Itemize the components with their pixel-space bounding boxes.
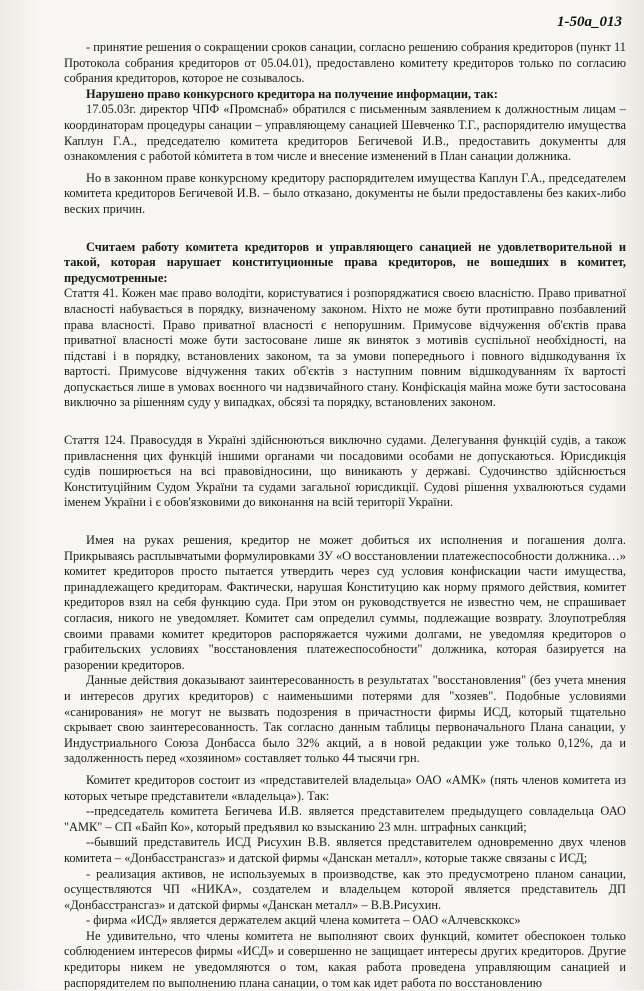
paragraph-creditor-decisions: Имея на руках решения, кредитор не может добиться их исполнения и погашения долга. Прикрываясь расплывчатыми формулировками ЗУ «О восстановлении платежеспособности должника…» комитет кредиторов просто пытается утвердить через суд условия конфискации части имущества, принадлежащего кредиторам. Фактически, нарушая Конституцию как норму прямого действия, комитет кредиторов взял на себя функцию суда. При этом он руководствуется не известно чем, не спрашивает согласия, никого не уведомляет. Комитет сам определил суммы, подлежащие возврату. Злоупотребляя своими правами комитет кредиторов распоряжается чужими долгами, не уведомляя кредиторов о грабительских условиях "восстановления платежеспособности" должника, которая базируется на разорении кредиторов. — [64, 533, 626, 672]
paragraph-interest-evidence: Данные действия доказывают заинтересованность в результатах "восстановления" (без учета мнения и интересов других кредиторов) с наименьшими потерями для "хозяев". Подобные условиями «санирования» не могут не вызвать подозрения в причастности фирмы ИСД, который тщательно скрывает свою заинтересованность. Так согласно данным таблицы первоначального Плана санации, у Индустриального Союза Донбасса было 32% акций, а в новой редакции уже только 0,12%, да и задолженность перед «хозяином» составляет только 44 тысячи грн. — [64, 673, 626, 766]
paragraph-conclusion: Не удивительно, что члены комитета не выполняют своих функций, комитет обеспокоен только соблюдением интересов фирмы «ИСД» и совершенно не защищает интересы других кредиторов. Другие кредиторы никем не уведомляются о том, какая работа проведена управляющим санацией и распорядителем по выполнению плана санации, о том как идет работа по восстановлению — [64, 928, 626, 990]
page-code: 1-50a_013 — [557, 14, 622, 30]
paragraph-reduce-terms: - принятие решения о сокращении сроков санации, согласно решению собрания кредиторов (пункт 11 Протокола собрания кредиторов от 05.04.01), предоставлено комитету кредиторов только по согласию собрания кредиторов, которое не созывалось. — [64, 40, 626, 86]
paragraph-article-41: Стаття 41. Кожен має право володіти, користуватися і розпоряджатися своєю власністю. Право приватної власності набувається в порядку, визначеному законом. Ніхто не може бути протиправно позбавлений права власності. Право приватної власності є непорушним. Примусове відчуження об'єктів права приватної власності може бути застосоване лише як виняток з мотивів суспільної необхідності, на підставі і в порядку, встановлених законом, та за умови попереднього і повного відшкодування їх вартості. Примусове відчуження таких об'єктів з наступним повним відшкодуванням їх вартості допускається лише в умовах воєнного чи надзвичайного стану. Конфіскація майна може бути застосована виключно за рішенням суду у випадках, обсязі та порядку, встановлених законом. — [64, 286, 626, 410]
paragraph-committee-composition: Комитет кредиторов состоит из «представителей владельца» ОАО «АМК» (пять членов комитета из которых четыре представители «владельца»). Так: — [64, 772, 626, 803]
paragraph-refusal: Но в законном праве конкурсному кредитору распорядителем имущества Каплун Г.А., председателем комитета кредиторов Бегичевой И.В. – было отказано, документы не были предоставлены без каких-либо веских причин. — [64, 170, 626, 216]
list-item-risukhin: --бывший представитель ИСД Рисухин В.В. является представителем одновременно двух членов комитета – «Донбасстрансгаз» и датской фирмы «Данскан металл», которые также связаны с ИСД; — [64, 835, 626, 865]
list-item-begicheva: --председатель комитета Бегичева И.В. является представителем предыдущего совладельца ОАО "АМК" – СП «Байп Ко», который предъявил ко взысканию 23 млн. штрафных санкций; — [64, 804, 626, 834]
heading-info-right-violated: Нарушено право конкурсного кредитора на получение информации, так: — [86, 86, 498, 101]
heading-committee-unsatisfactory: Считаем работу комитета кредиторов и управляющего санацией не удовлетворительной и такой, которая нарушает конституционные права кредиторов, не вошедших в комитет, предусмотренные: — [64, 239, 626, 285]
paragraph-promsnab-request: 17.05.03г. директор ЧПФ «Промснаб» обратился с письменным заявлением к должностным лицам – координаторам процедуры санации – управляющему санацией Шевченко Т.Г., распорядителю имущества Каплун Г.А., председателю комитета кредиторов Бегичевой И.В., предоставить документы для ознакомления с работой кόмитета в том числе и внесение изменений в План санации должника. — [64, 102, 626, 164]
paragraph-article-124: Стаття 124. Правосуддя в Україні здійснюються виключно судами. Делегування функцій судів, а також привласнення цих функцій іншими органами чи посадовими особами не допускаються. Юрисдикція судів поширюється на всі правовідносини, що виникають у державі. Судочинство здійснюється Конституційним Судом України та судами загальної юрисдикції. Судові рішення ухвалюються судами іменем України і є обов'язковими до виконання на всій території України. — [64, 433, 626, 510]
list-item-isd-shares: - фирма «ИСД» является держателем акций члена комитета – ОАО «Алчевсккокс» — [86, 913, 521, 928]
list-item-nika: - реализация активов, не используемых в производстве, как это предусмотрено планом санации, осуществляются ЧП «НИКА», создателем и владельцем которой является представитель ДП «Донбасстрансгаз» и датской фирмы «Данскан металл» – В.В.Рисухин. — [64, 866, 626, 912]
